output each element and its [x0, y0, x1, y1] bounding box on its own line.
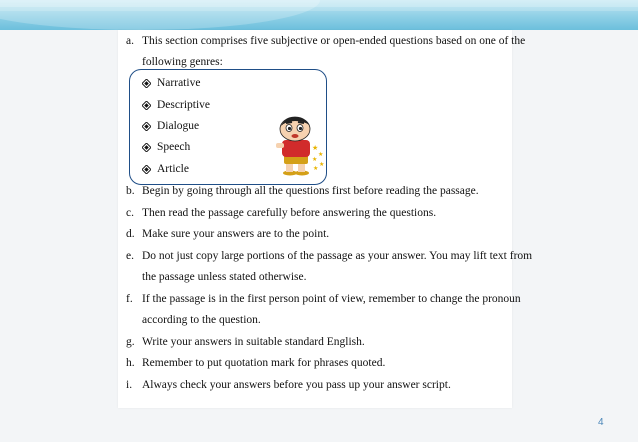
diamond-bullet-icon [142, 79, 151, 88]
genre-item-article: Article [157, 163, 189, 175]
svg-text:★: ★ [319, 162, 325, 168]
diamond-bullet-icon [142, 143, 151, 152]
item-g-text: Write your answers in suitable standard English. [142, 336, 365, 348]
genre-item-descriptive: Descriptive [157, 99, 211, 111]
item-f-line-2: according to the question. [142, 314, 261, 326]
diamond-bullet-icon [142, 122, 151, 131]
genre-item-dialogue: Dialogue [157, 120, 200, 132]
diamond-bullet-icon [142, 101, 151, 110]
item-i-marker: i. [126, 379, 133, 391]
item-f-marker: f. [126, 293, 133, 305]
svg-text:★: ★ [312, 157, 318, 163]
item-g-marker: g. [126, 336, 135, 348]
item-e-line-2: the passage unless stated otherwise. [142, 271, 307, 283]
svg-text:★: ★ [312, 144, 319, 152]
item-f-line-1: If the passage is in the first person point of view, remember to change the pronoun [142, 293, 521, 305]
svg-text:★: ★ [313, 166, 319, 172]
svg-text:★: ★ [318, 152, 324, 158]
item-a-marker: a. [126, 35, 134, 47]
item-b-text: Begin by going through all the questions first before reading the passage. [142, 185, 479, 197]
item-c-text: Then read the passage carefully before answering the questions. [142, 207, 437, 219]
item-e-marker: e. [126, 250, 134, 262]
item-d-marker: d. [126, 228, 135, 240]
diamond-bullet-icon [142, 165, 151, 174]
slide-header-bar [0, 0, 638, 30]
slide-number: 4 [598, 417, 604, 428]
item-c-marker: c. [126, 207, 134, 219]
item-a-line-2: following genres: [142, 56, 223, 68]
item-i-text: Always check your answers before you pass up your answer script. [142, 379, 451, 391]
item-h-text: Remember to put quotation mark for phrases quoted. [142, 357, 386, 369]
item-b-marker: b. [126, 185, 135, 197]
cartoon-boy-icon [272, 116, 330, 176]
genre-item-narrative: Narrative [157, 77, 201, 89]
item-e-line-1: Do not just copy large portions of the passage as your answer. You may lift text from [142, 250, 533, 262]
genre-item-speech: Speech [157, 141, 191, 153]
item-a-line-1: This section comprises five subjective or open-ended questions based on one of the [142, 35, 526, 47]
item-h-marker: h. [126, 357, 135, 369]
item-d-text: Make sure your answers are to the point. [142, 228, 330, 240]
